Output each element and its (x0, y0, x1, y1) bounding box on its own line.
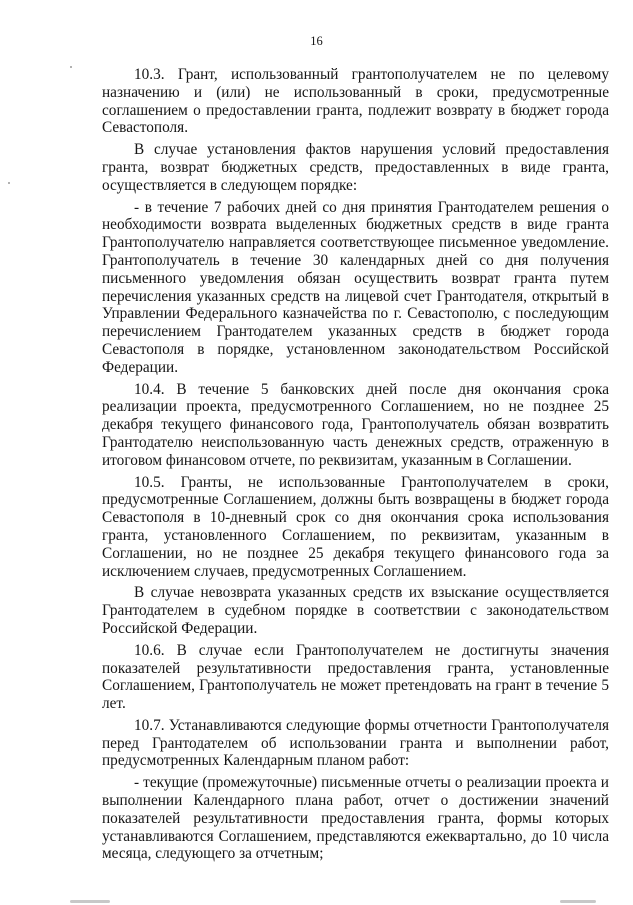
paragraph-10-7: 10.7. Устанавливаются следующие формы отчетности Грантополучателя перед Грантодателем об использовании гранта и выполнении работ, предусмотренных Календарным планом работ: (102, 716, 609, 770)
paragraph-non-return: В случае невозврата указанных средств их взыскание осуществляется Грантодателем в судебном порядке в соответствии с законодательством Российской Федерации. (102, 584, 609, 637)
paragraph-return-procedure: В случае установления фактов нарушения условий предоставления гранта, возврат бюджетных средств, предоставленных в виде гранта, осуществляется в следующем порядке: (102, 141, 609, 194)
paragraph-10-4: 10.4. В течение 5 банковских дней после дня окончания срока реализации проекта, предусмотренного Соглашением, но не позднее 25 декабря текущего финансового года, Грантополучатель обязан возвратить Грантодателю неиспользованную часть денежных средств, отраженную в итоговом финансовом отчете, по реквизитам, указанным в Соглашении. (102, 380, 609, 469)
page-number: 16 (310, 34, 323, 48)
scan-speck (70, 66, 72, 68)
paragraph-10-3: 10.3. Грант, использованный грантополучателем не по целевому назначению и (или) не использованный в сроки, предусмотренные соглашением о предоставлении гранта, подлежит возврату в бюджет города Севастополя. (102, 66, 609, 137)
scan-speck (8, 182, 10, 184)
scan-edge-mark (560, 900, 596, 903)
paragraph-10-5: 10.5. Гранты, не использованные Грантополучателем в сроки, предусмотренные Соглашением, должны быть возвращены в бюджет города Севастополя в 10-дневный срок со дня окончания срока использования гранта, установленного Соглашением, по реквизитам, указанным в Соглашении, но не позднее 25 декабря текущего финансового года за исключением случаев, предусмотренных Соглашением. (102, 473, 609, 580)
document-body (102, 66, 609, 863)
paragraph-interim-reports: - текущие (промежуточные) письменные отчеты о реализации проекта и выполнении Календарного плана работ, отчет о достижении значений показателей результативности предоставления гранта, формы которых устанавливаются Соглашением, представляются ежеквартально, до 10 числа месяца, следующего за отчетным; (102, 774, 609, 863)
paragraph-return-steps: - в течение 7 рабочих дней со дня принятия Грантодателем решения о необходимости возврата выделенных бюджетных средств в виде гранта Грантополучателю направляется соответствующее письменное уведомление. Грантополучатель в течение 30 календарных дней со дня получения письменного уведомления обязан осуществить возврат гранта путем перечисления указанных средств на лицевой счет Грантодателя, открытый в Управлении Федерального казначейства по г. Севастополю, с последующим перечислением Грантодателем указанных средств в бюджет города Севастополя в порядке, установленном законодательством Российской Федерации. (102, 198, 609, 376)
scan-edge-mark (70, 900, 110, 903)
paragraph-10-6: 10.6. В случае если Грантополучателем не достигнуты значения показателей результативности предоставления гранта, установленные Соглашением, Грантополучатель не может претендовать на грант в течение 5 лет. (102, 641, 609, 713)
